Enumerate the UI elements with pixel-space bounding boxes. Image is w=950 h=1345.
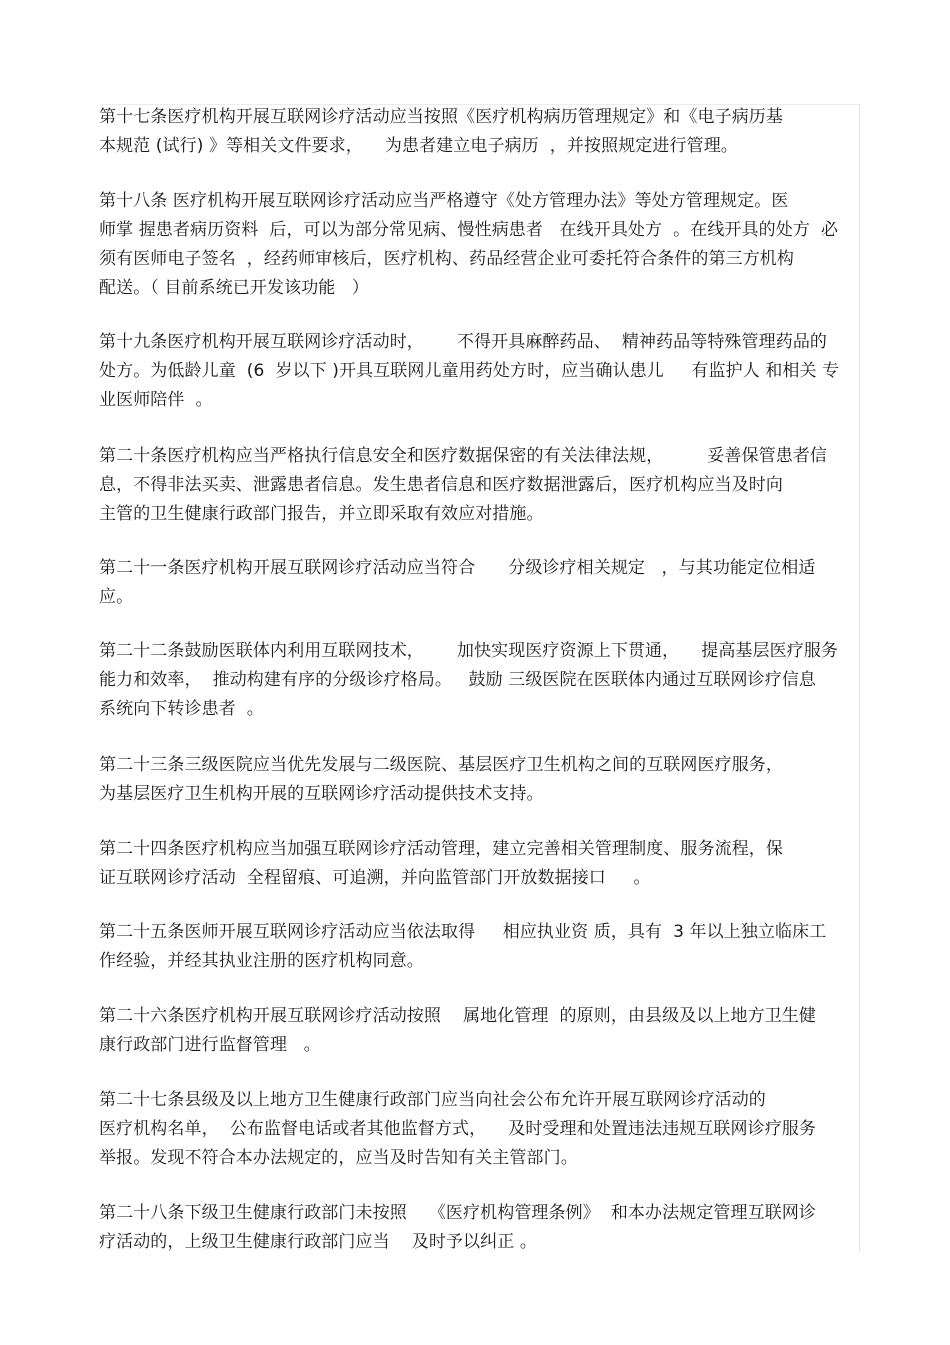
article-22 bbox=[99, 637, 861, 724]
article-line: 系统向下转诊患者 。 bbox=[99, 699, 264, 719]
article-line: 师掌 握患者病历资料 后，可以为部分常见病、慢性病患者 在线开具处方 。在线开具的处方 必 bbox=[99, 220, 839, 240]
article-line: 第二十条医疗机构应当严格执行信息安全和医疗数据保密的有关法律法规， 妥善保管患者信 bbox=[99, 446, 828, 466]
article-line: 举报。发现不符合本办法规定的，应当及时告知有关主管部门。 bbox=[99, 1148, 578, 1168]
article-line: 第二十四条医疗机构应当加强互联网诊疗活动管理，建立完善相关管理制度、服务流程，保 bbox=[99, 839, 783, 859]
article-line: 第二十六条医疗机构开展互联网诊疗活动按照 属地化管理 的原则，由县级及以上地方卫生健 bbox=[99, 1006, 817, 1026]
article-line: 康行政部门进行监督管理 。 bbox=[99, 1035, 321, 1055]
article-24 bbox=[99, 835, 861, 893]
article-line: 应。 bbox=[99, 587, 134, 607]
article-line: 第十九条医疗机构开展互联网诊疗活动时， 不得开具麻醉药品、 精神药品等特殊管理药品的 bbox=[99, 332, 828, 352]
article-line: 疗活动的，上级卫生健康行政部门应当 及时予以纠正 。 bbox=[99, 1232, 537, 1252]
article-line: 业医师陪伴 。 bbox=[99, 390, 213, 410]
article-line: 第二十八条下级卫生健康行政部门未按照 《医疗机构管理条例》 和本办法规定管理互联网诊 bbox=[99, 1203, 817, 1223]
article-line: 能力和效率， 推动构建有序的分级诊疗格局。 鼓励 三级医院在医联体内通过互联网诊疗信息 bbox=[99, 670, 817, 690]
article-line: 本规范 (试行) 》等相关文件要求， 为患者建立电子病历 ，并按照规定进行管理。 bbox=[99, 136, 738, 156]
article-line: 处方。为低龄儿童 (6 岁以下 )开具互联网儿童用药处方时，应当确认患儿 有监护人 和相关 专 bbox=[99, 361, 840, 381]
article-25 bbox=[99, 918, 861, 976]
article-line: 息，不得非法买卖、泄露患者信息。发生患者信息和医疗数据泄露后，医疗机构应当及时向 bbox=[99, 475, 783, 495]
article-18 bbox=[99, 187, 861, 303]
article-27 bbox=[99, 1086, 861, 1173]
article-23 bbox=[99, 751, 861, 809]
article-line: 第二十一条医疗机构开展互联网诊疗活动应当符合 分级诊疗相关规定 ，与其功能定位相适 bbox=[99, 558, 816, 578]
article-20 bbox=[99, 442, 861, 529]
article-26 bbox=[99, 1002, 861, 1060]
article-line: 主管的卫生健康行政部门报告，并立即采取有效应对措施。 bbox=[99, 504, 544, 524]
article-19 bbox=[99, 328, 861, 415]
article-line: 第二十三条三级医院应当优先发展与二级医院、基层医疗卫生机构之间的互联网医疗服务， bbox=[99, 755, 783, 775]
article-line: 第二十七条县级及以上地方卫生健康行政部门应当向社会公布允许开展互联网诊疗活动的 bbox=[99, 1090, 766, 1110]
article-21 bbox=[99, 554, 861, 612]
article-line: 第二十五条医师开展互联网诊疗活动应当依法取得 相应执业资 质，具有 3 年以上独立临床工 bbox=[99, 922, 827, 942]
article-28 bbox=[99, 1199, 861, 1257]
article-line: 配送。（ 目前系统已开发该功能 ） bbox=[99, 278, 370, 298]
article-line: 医疗机构名单， 公布监督电话或者其他监督方式， 及时受理和处置违法违规互联网诊疗服务 bbox=[99, 1119, 817, 1139]
article-line: 须有医师电子签名 ，经药师审核后，医疗机构、药品经营企业可委托符合条件的第三方机构 bbox=[99, 249, 795, 269]
article-line: 第二十二条鼓励医联体内利用互联网技术， 加快实现医疗资源上下贯通， 提高基层医疗服务 bbox=[99, 641, 839, 661]
article-line: 第十八条 医疗机构开展互联网诊疗活动应当严格遵守《处方管理办法》等处方管理规定。医 bbox=[99, 191, 789, 211]
article-17 bbox=[99, 103, 861, 161]
article-line: 证互联网诊疗活动 全程留痕、可追溯，并向监管部门开放数据接口 。 bbox=[99, 868, 651, 888]
article-line: 第十七条医疗机构开展互联网诊疗活动应当按照《医疗机构病历管理规定》和《电子病历基 bbox=[99, 107, 783, 127]
article-line: 为基层医疗卫生机构开展的互联网诊疗活动提供技术支持。 bbox=[99, 784, 544, 804]
article-line: 作经验，并经其执业注册的医疗机构同意。 bbox=[99, 951, 424, 971]
